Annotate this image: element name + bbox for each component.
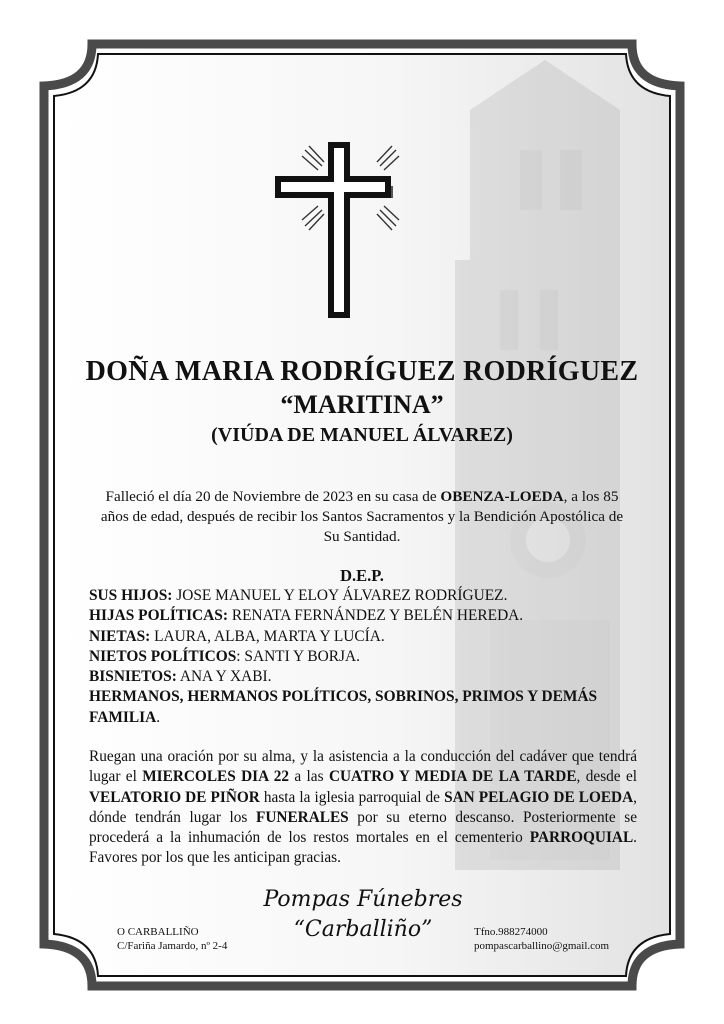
family-names: RENATA FERNÁNDEZ Y BELÉN HEREDA.	[227, 607, 524, 625]
family-row-other-relatives	[89, 687, 637, 728]
family-label: SUS HIJOS:	[89, 587, 173, 604]
funeral-home-email[interactable]: pompascarballino@gmail.com	[474, 940, 610, 952]
funeral-home-town: O CARBALLIÑO	[117, 926, 199, 938]
family-label: HERMANOS, HERMANOS POLÍTICOS, SOBRINOS, PRIMOS Y DEMÁS FAMILIA	[89, 688, 598, 726]
widow-of-line: (VIÚDA DE MANUEL ÁLVAREZ)	[211, 424, 513, 446]
family-row-children	[89, 586, 637, 606]
family-names: LAURA, ALBA, MARTA Y LUCÍA.	[150, 627, 385, 645]
deceased-nickname: “MARITINA”	[280, 390, 444, 419]
logo-line-2: “Carballiño”	[293, 917, 433, 942]
family-row-great-grandchildren	[89, 667, 637, 687]
death-announcement	[92, 487, 632, 547]
family-row-daughters-in-law	[89, 606, 637, 626]
deceased-name: DOÑA MARIA RODRÍGUEZ RODRÍGUEZ	[85, 356, 639, 387]
announcement-place: OBENZA-LOEDA	[440, 488, 564, 505]
family-names: ANA Y XABI.	[176, 668, 272, 686]
request-text: . Favores por los que les anticipan gracias.	[89, 829, 637, 867]
request-text: , dónde tendrán lugar los	[89, 788, 637, 826]
family-row-granddaughters	[89, 627, 637, 647]
request-text: hasta la iglesia parroquial de	[259, 788, 445, 806]
request-text: a las	[289, 768, 329, 786]
family-list	[89, 586, 637, 728]
funeral-home-phone: Tfno.988274000	[474, 926, 548, 938]
announcement-text-2: , a los 85 años de edad, después de recibir los Santos Sacramentos y la Bendición Apostólica de Su Santidad.	[100, 488, 624, 545]
request-text: Ruegan una oración por su alma, y la asistencia a la conducción del cadáver que tendrá lugar el	[89, 748, 637, 786]
logo-line-1: Pompas Fúnebres	[263, 887, 463, 912]
funeral-home-contact	[474, 925, 609, 953]
funeral-home-street: C/Fariña Jamardo, nº 2-4	[117, 940, 228, 952]
family-names: JOSE MANUEL Y ELOY ÁLVAREZ RODRÍGUEZ.	[172, 587, 508, 604]
request-cemetery: PARROQUIAL	[529, 829, 634, 847]
funeral-home-logo	[263, 878, 463, 948]
announcement-text-1: Falleció el día 20 de Noviembre de 2023 en su casa de	[105, 488, 441, 505]
family-names: .	[156, 708, 161, 726]
request-time: CUATRO Y MEDIA DE LA TARDE	[328, 768, 577, 786]
request-text: , desde el	[576, 768, 637, 786]
request-wake-location: VELATORIO DE PIÑOR	[89, 788, 260, 806]
family-label: BISNIETOS:	[89, 668, 177, 686]
family-label: NIETOS POLÍTICOS	[89, 647, 237, 665]
funeral-request-paragraph	[89, 747, 637, 869]
dep-heading: D.E.P.	[340, 566, 384, 585]
request-date: MIERCOLES DIA 22	[142, 768, 289, 786]
request-church: SAN PELAGIO DE LOEDA	[444, 788, 634, 806]
family-label: NIETAS:	[89, 627, 151, 645]
family-names: : SANTI Y BORJA.	[236, 647, 360, 665]
family-row-grandsons-in-law	[89, 647, 637, 667]
request-funerals: FUNERALES	[256, 808, 349, 826]
request-text: por su eterno descanso. Posteriormente se procederá a la inhumación de los restos mortales en el cementerio	[89, 808, 637, 847]
family-label: HIJAS POLÍTICAS:	[89, 607, 228, 625]
funeral-home-address	[117, 925, 227, 953]
